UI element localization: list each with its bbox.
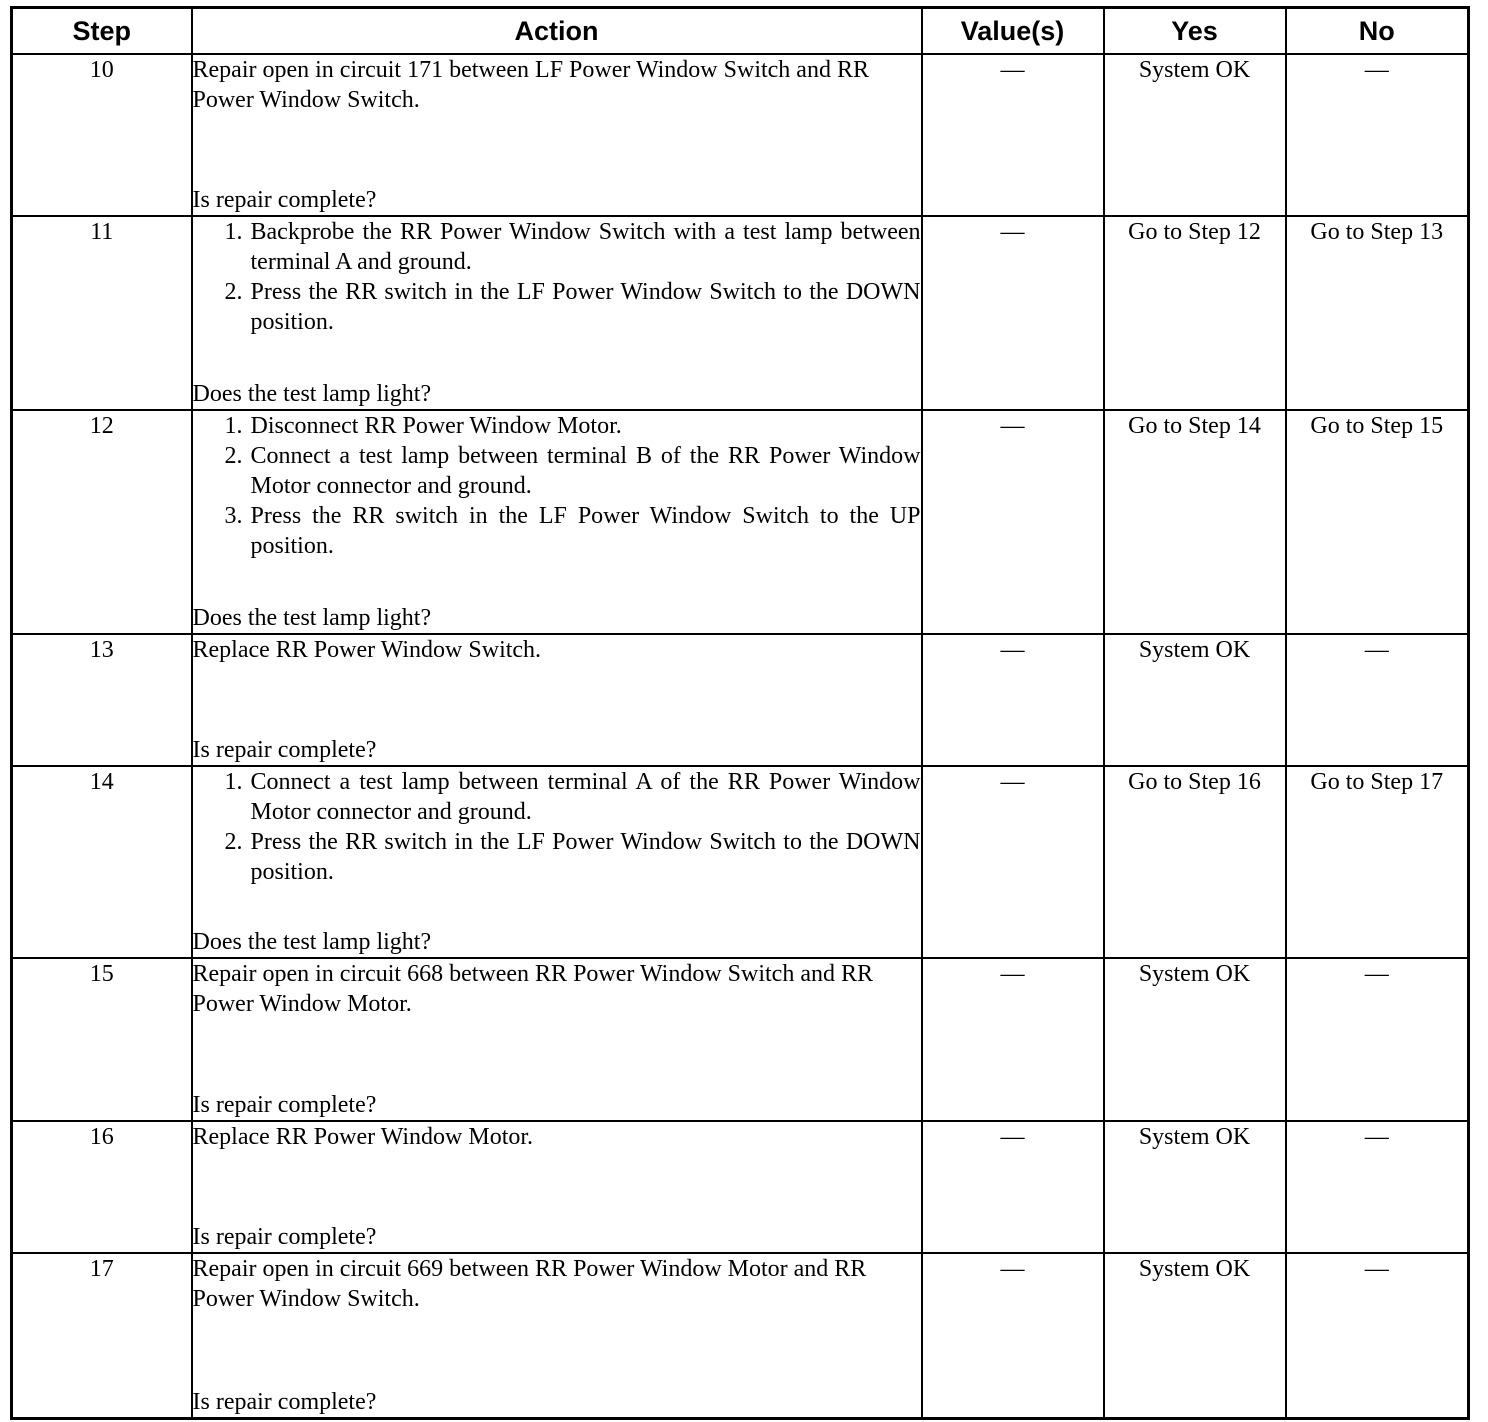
yes-cell: System OK [1104,54,1286,216]
value-cell: — [922,410,1104,634]
action-cell [192,958,922,1121]
table-row [12,216,1469,410]
no-cell: Go to Step 15 [1286,410,1469,634]
table-row [12,1253,1469,1418]
table-row [12,634,1469,766]
yes-cell: System OK [1104,634,1286,766]
header-no: No [1286,8,1469,55]
no-cell: Go to Step 17 [1286,766,1469,958]
action-steps [193,217,921,337]
action-cell [192,1121,922,1253]
action-step: 2. Press the RR switch in the LF Power Window Switch to the DOWN position. [249,827,921,887]
value-cell: — [922,958,1104,1121]
action-text: Replace RR Power Window Switch. [192,637,542,663]
header-row [12,8,1469,55]
table-row [12,958,1469,1121]
action-cell [192,766,922,958]
action-steps [193,411,921,561]
action-step: 2. Connect a test lamp between terminal B of the RR Power Window Motor connector and ground. [249,441,921,501]
action-text: Repair open in circuit 171 between LF Power Window Switch and RR Power Window Switch. [192,57,869,113]
no-cell: — [1286,634,1469,766]
step-number: 12 [12,410,192,634]
action-question: Does the test lamp light? [192,605,432,631]
step-number: 14 [12,766,192,958]
action-text: Repair open in circuit 668 between RR Power Window Switch and RR Power Window Motor. [192,961,873,1017]
action-cell [192,54,922,216]
step-number: 16 [12,1121,192,1253]
action-cell [192,216,922,410]
step-number: 10 [12,54,192,216]
action-steps [193,767,921,887]
value-cell: — [922,634,1104,766]
diagnostic-table [10,6,1470,1420]
action-question: Is repair complete? [192,1388,377,1415]
table-row [12,1121,1469,1253]
action-question: Is repair complete? [192,737,377,763]
yes-cell: System OK [1104,1253,1286,1418]
value-cell: — [922,1121,1104,1253]
yes-cell: Go to Step 14 [1104,410,1286,634]
action-step: 1. Disconnect RR Power Window Motor. [249,411,921,441]
no-cell: — [1286,958,1469,1121]
action-step: 1. Connect a test lamp between terminal A of the RR Power Window Motor connector and ground. [249,767,921,827]
header-action: Action [192,8,922,55]
value-cell: — [922,1253,1104,1418]
step-number: 15 [12,958,192,1121]
action-step: 2. Press the RR switch in the LF Power Window Switch to the DOWN position. [249,277,921,337]
action-question: Is repair complete? [192,1224,377,1250]
header-values: Value(s) [922,8,1104,55]
yes-cell: System OK [1104,1121,1286,1253]
no-cell: Go to Step 13 [1286,216,1469,410]
action-question: Does the test lamp light? [192,929,432,955]
action-question: Is repair complete? [192,187,377,213]
action-cell [192,1253,922,1418]
table-row [12,766,1469,958]
action-step: 1. Backprobe the RR Power Window Switch with a test lamp between terminal A and ground. [249,217,921,277]
action-text: Repair open in circuit 669 between RR Power Window Motor and RR Power Window Switch. [192,1256,867,1312]
action-cell [192,410,922,634]
no-cell: — [1286,54,1469,216]
table-row [12,410,1469,634]
value-cell: — [922,54,1104,216]
step-number: 13 [12,634,192,766]
action-step: 3. Press the RR switch in the LF Power Window Switch to the UP position. [249,501,921,561]
header-step: Step [12,8,192,55]
action-text: Replace RR Power Window Motor. [192,1124,534,1150]
step-number: 17 [12,1253,192,1418]
table-row [12,54,1469,216]
action-cell [192,634,922,766]
no-cell: — [1286,1121,1469,1253]
no-cell: — [1286,1253,1469,1418]
yes-cell: Go to Step 12 [1104,216,1286,410]
yes-cell: System OK [1104,958,1286,1121]
header-yes: Yes [1104,8,1286,55]
action-question: Does the test lamp light? [192,381,432,407]
yes-cell: Go to Step 16 [1104,766,1286,958]
value-cell: — [922,766,1104,958]
action-question: Is repair complete? [192,1092,377,1118]
value-cell: — [922,216,1104,410]
step-number: 11 [12,216,192,410]
